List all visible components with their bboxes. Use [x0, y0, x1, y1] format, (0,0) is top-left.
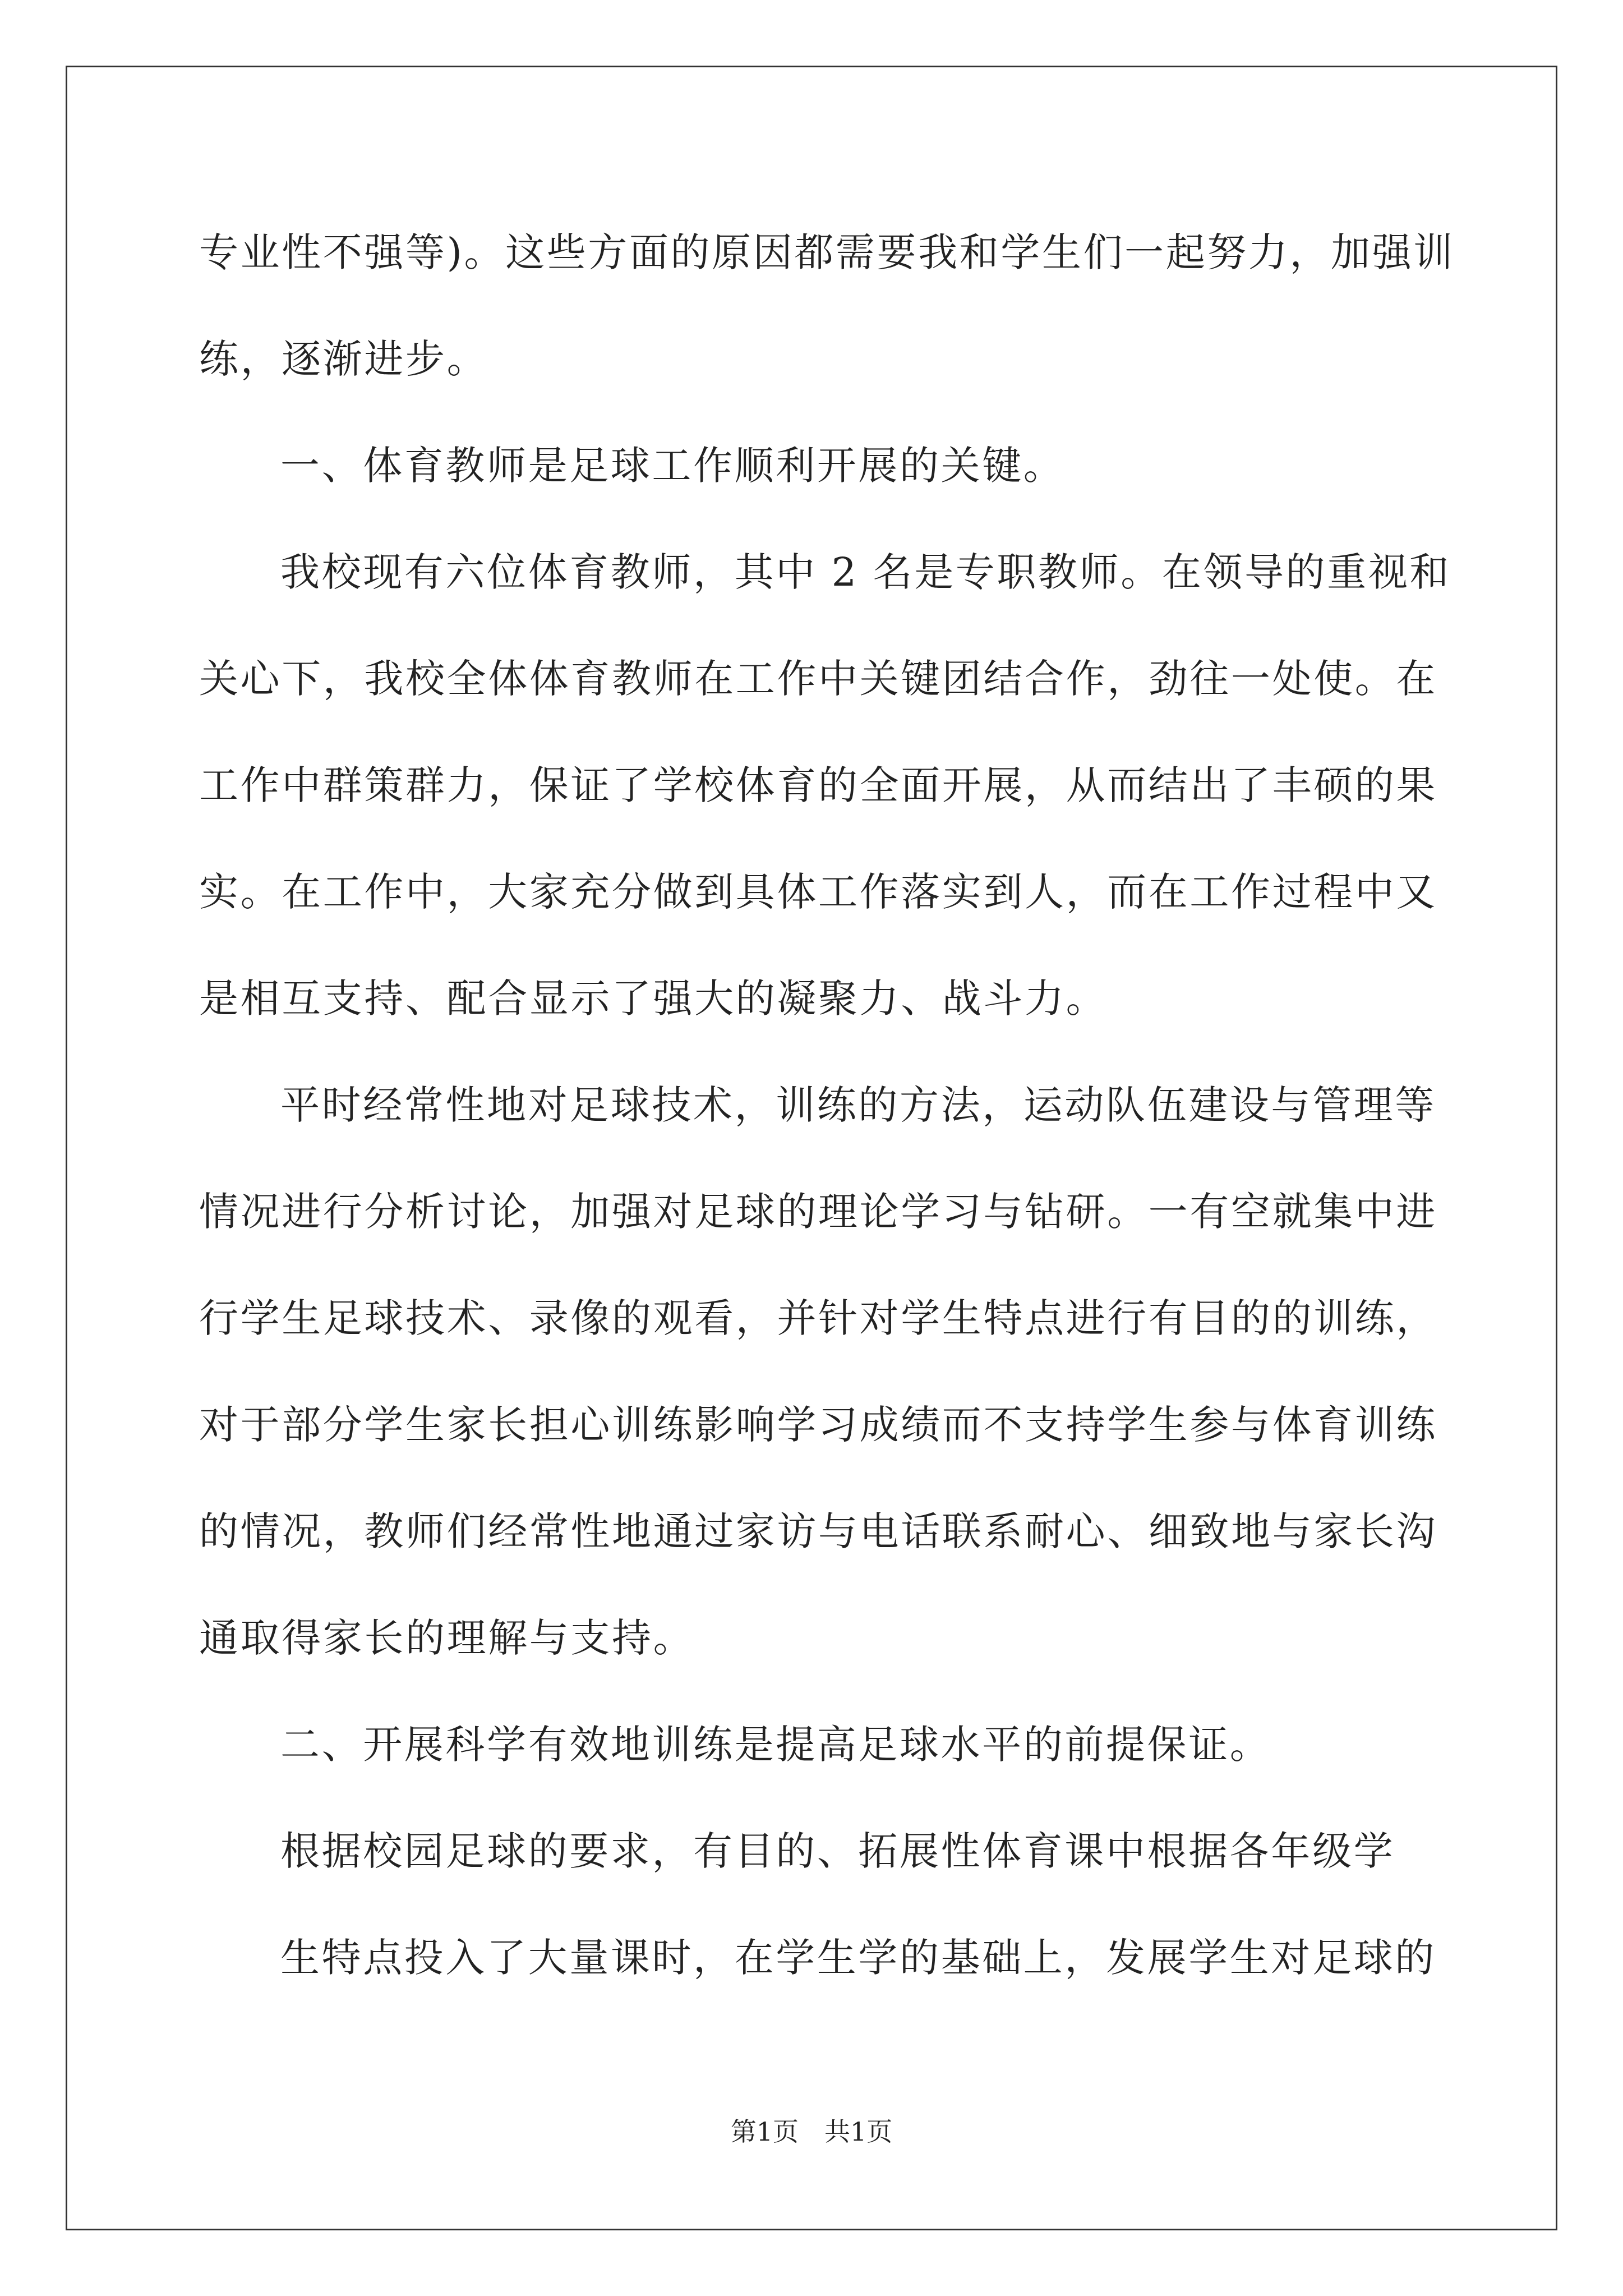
text-line-5: 关心下，我校全体体育教师在工作中关键团结合作，劲往一处使。在: [199, 656, 1437, 702]
text-line-2: 练，逐渐进步。: [199, 336, 488, 382]
text-line-8: 是相互支持、配合显示了强大的凝聚力、战斗力。: [199, 976, 1108, 1022]
text-line-6: 工作中群策群力，保证了学校体育的全面开展，从而结出了丰硕的果: [199, 762, 1437, 808]
text-line-4: 我校现有六位体育教师，其中 2 名是专职教师。在领导的重视和: [280, 549, 1451, 595]
page-border: [66, 66, 1557, 2230]
section-heading-1: 一、体育教师是足球工作顺利开展的关键。: [280, 443, 1065, 489]
text-line-12: 对于部分学生家长担心训练影响学习成绩而不支持学生参与体育训练: [199, 1402, 1437, 1448]
text-line-10: 情况进行分析讨论，加强对足球的理论学习与钻研。一有空就集中进: [199, 1189, 1437, 1235]
text-line-17: 生特点投入了大量课时，在学生学的基础上，发展学生对足球的: [280, 1935, 1436, 1981]
text-line-14: 通取得家长的理解与支持。: [199, 1615, 695, 1661]
text-line-11: 行学生足球技术、录像的观看，并针对学生特点进行有目的的训练，: [199, 1295, 1437, 1341]
text-line-9: 平时经常性地对足球技术，训练的方法，运动队伍建设与管理等: [280, 1082, 1436, 1128]
page-number-footer: 第1页 共1页: [730, 2116, 893, 2147]
text-line-1: 专业性不强等)。这些方面的原因都需要我和学生们一起努力，加强训: [199, 229, 1455, 275]
text-line-7: 实。在工作中，大家充分做到具体工作落实到人，而在工作过程中又: [199, 869, 1437, 915]
section-heading-2: 二、开展科学有效地训练是提高足球水平的前提保证。: [280, 1722, 1271, 1768]
text-line-16: 根据校园足球的要求，有目的、拓展性体育课中根据各年级学: [280, 1828, 1395, 1874]
text-line-13: 的情况，教师们经常性地通过家访与电话联系耐心、细致地与家长沟: [199, 1508, 1437, 1554]
